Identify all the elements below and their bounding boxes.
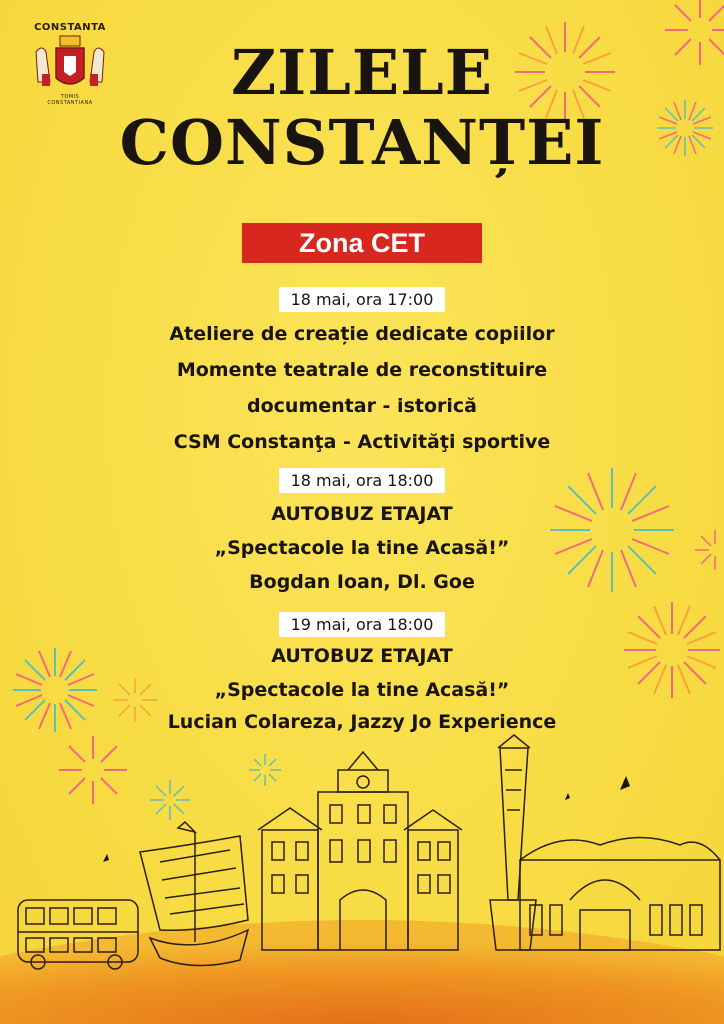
tower-icon xyxy=(490,735,536,950)
firework-icon xyxy=(150,780,190,820)
event-date-badge: 18 mai, ora 17:00 xyxy=(279,287,445,312)
bird-icon xyxy=(620,776,630,790)
event-line: Bogdan Ioan, Dl. Goe xyxy=(249,571,475,593)
zone-label: Zona CET xyxy=(242,223,482,263)
event-date-badge: 19 mai, ora 18:00 xyxy=(279,612,445,637)
event-line: Momente teatrale de reconstituire xyxy=(176,359,548,381)
bird-icon xyxy=(565,793,570,800)
event-line: AUTOBUZ ETAJAT xyxy=(271,503,453,525)
event-line: CSM Constanţa - Activităţi sportive xyxy=(173,431,551,453)
event-line: AUTOBUZ ETAJAT xyxy=(271,645,453,667)
title-line-1: ZILELE xyxy=(231,36,493,109)
event-line: Ateliere de creație dedicate copiilor xyxy=(169,323,555,345)
bird-icon xyxy=(103,854,109,862)
crest-motto: TOMIS CONSTANTIANA xyxy=(47,94,93,106)
casino-building-icon xyxy=(520,838,720,951)
firework-icon xyxy=(249,754,281,786)
orange-ground xyxy=(0,920,724,1024)
firework-icon xyxy=(59,736,127,804)
event-line: „Spectacole la tine Acasă!” xyxy=(214,537,510,559)
event-date-badge: 18 mai, ora 18:00 xyxy=(279,468,445,493)
event-line: „Spectacole la tine Acasă!” xyxy=(214,679,510,701)
title-line-2: CONSTANȚEI xyxy=(119,106,605,179)
event-line: documentar - istorică xyxy=(247,395,477,417)
crest-name: CONSTANTA xyxy=(34,22,106,33)
event-line: Lucian Colareza, Jazzy Jo Experience xyxy=(167,711,557,733)
